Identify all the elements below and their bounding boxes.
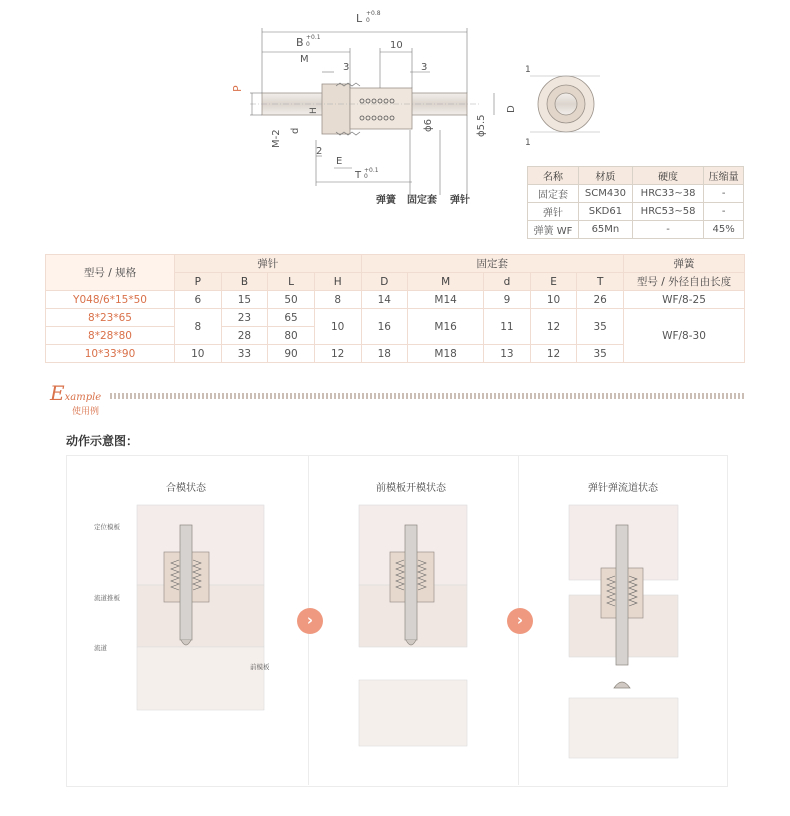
panel-front-open (359, 505, 467, 746)
dim-L: L (356, 12, 363, 25)
svg-text:+0.8: +0.8 (366, 10, 381, 17)
action-diagrams (0, 500, 790, 760)
svg-text:0: 0 (306, 41, 310, 48)
section-title: 动作示意图： (66, 434, 139, 448)
label-locating-plate: 定位模板 (94, 523, 120, 531)
panel-title-3: 弹针弹流道状态 (588, 483, 658, 494)
table-row: 固定套 SCM430 HRC33~38 - (528, 185, 744, 203)
panel-title-1: 合模状态 (166, 483, 206, 494)
table-row: Y048/6*15*50 6 15 50 8 14 M14 9 10 26 WF/8-25 (46, 291, 745, 309)
table-row: 10*33*90 10 33 90 12 18 M18 13 12 35 (46, 345, 745, 363)
dim-E: E (336, 156, 343, 167)
label-runner: 流道 (94, 644, 107, 652)
example-heading: Example 使用例 (50, 381, 102, 417)
group-spring-header: 弹簧 (624, 255, 745, 273)
table-row: 8*23*65 8 23 65 10 16 M16 11 12 35 WF/8-30 (46, 309, 745, 327)
mat-header: 材质 (579, 167, 633, 185)
side-view-inner (555, 93, 577, 115)
callout-pin: 弹针 (450, 195, 470, 206)
dim-1a: 1 (525, 65, 531, 75)
spring-col-header: 型号 / 外径自由长度 (624, 273, 745, 291)
dim-M2: M-2 (271, 129, 282, 148)
svg-text:0: 0 (366, 17, 370, 24)
sleeve-hex (322, 84, 350, 134)
callout-spring: 弹簧 (376, 195, 396, 206)
mat-header: 压缩量 (704, 167, 744, 185)
dim-d: d (290, 127, 301, 134)
dim-phi55: ϕ5.5 (476, 114, 487, 137)
dim-3a: 3 (343, 62, 350, 73)
dotted-divider (110, 393, 745, 399)
table-row: 弹簧 WF 65Mn - 45% (528, 221, 744, 239)
callout-sleeve: 固定套 (407, 195, 437, 206)
mat-header: 名称 (528, 167, 579, 185)
dim-B: B (296, 36, 304, 49)
label-runner-stripper: 流道推板 (94, 594, 120, 602)
dim-10: 10 (390, 40, 403, 51)
dim-2: 2 (316, 146, 323, 157)
dim-phi6: ϕ6 (423, 119, 434, 132)
dim-3b: 3 (421, 62, 428, 73)
dim-M: M (300, 54, 309, 65)
model-header: 型号 / 规格 (46, 255, 175, 291)
next-arrow-icon: › (507, 608, 533, 634)
material-table (527, 166, 744, 239)
table-row: 8*28*80 28 80 (46, 327, 745, 345)
table-row: 弹针 SKD61 HRC53~58 - (528, 203, 744, 221)
svg-text:+0.1: +0.1 (306, 34, 321, 41)
dim-1b: 1 (525, 138, 531, 148)
dim-T: T (355, 170, 362, 181)
label-front-plate: 前模板 (250, 663, 270, 671)
group-sleeve-header: 固定套 (361, 255, 624, 273)
example-subtitle: 使用例 (72, 407, 100, 417)
mat-header: 硬度 (632, 167, 703, 185)
dim-D: D (506, 105, 517, 113)
panel-runner-ejected (569, 505, 678, 758)
next-arrow-icon: › (297, 608, 323, 634)
dim-H: H (309, 107, 319, 114)
panel-title-2: 前模板开模状态 (376, 483, 446, 494)
spec-table: 型号 / 规格 弹针 固定套 弹簧 P B L H D M d E T 型号 / 外径自由长度 Y048/6*15*50 6 15 50 8 14 M14 9 10 26 WF/8-25 8*23*65 8 23 65 10 16 M16 11 12 35 WF/8-30 8*28*80 28 80 10*33*90 10 33 90 12 18 M18 13 12 35 (45, 254, 745, 363)
dim-P: P (231, 85, 244, 92)
group-pin-header: 弹针 (175, 255, 362, 273)
svg-text:0: 0 (364, 173, 368, 180)
panel-closed (137, 505, 264, 710)
sleeve-body (350, 88, 412, 129)
svg-text:+0.1: +0.1 (364, 167, 379, 174)
